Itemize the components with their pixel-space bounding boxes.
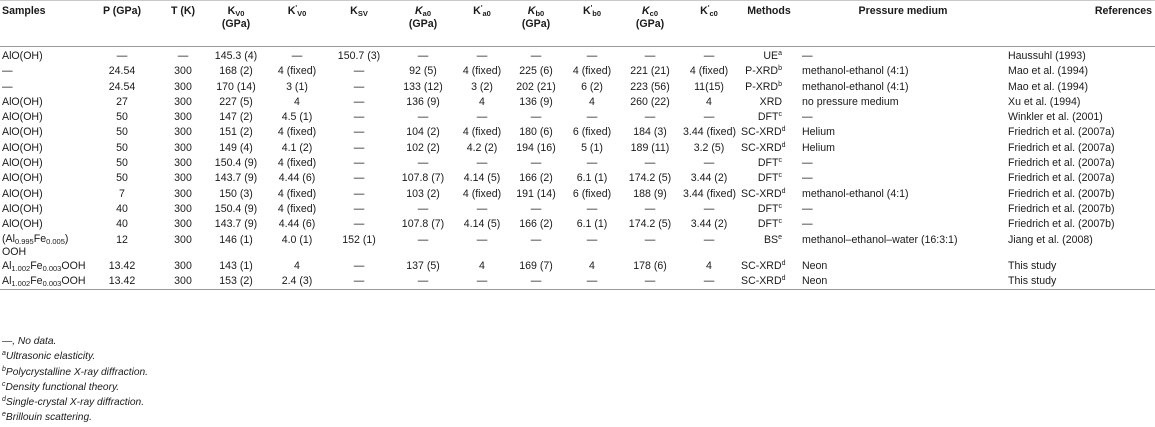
cell-kprime-v0: 4 (fixed) — [277, 126, 317, 139]
cell-ksv: — — [353, 202, 365, 215]
cell-kv0: 143.7 (9) — [214, 172, 258, 185]
cell-kb0: 202 (21) — [516, 80, 556, 93]
cell-t: 300 — [174, 80, 192, 93]
cell-ksv: 150.7 (3) — [337, 50, 381, 62]
cell-kprime-a0: — — [476, 50, 488, 62]
cell-kprime-c0: — — [703, 50, 715, 62]
cell-kprime-c0: 4 — [706, 259, 712, 272]
cell-kv0: 168 (2) — [219, 65, 253, 78]
table-header-row — [0, 1, 1155, 47]
cell-ksv: — — [353, 111, 365, 124]
header-pressure: P (GPa) — [84, 1, 160, 47]
cell-sample: AlO(OH) — [2, 111, 43, 124]
cell-p: 50 — [116, 126, 128, 139]
table-row — [0, 64, 1155, 79]
cell-medium: methanol-ethanol (4:1) — [802, 80, 909, 93]
cell-kprime-a0: — — [456, 274, 508, 290]
cell-kv0: 147 (2) — [219, 111, 253, 124]
cell-ka0: 137 (5) — [406, 259, 440, 272]
cell-kprime-v0: 4.0 (1) — [281, 233, 313, 246]
cell-ksv: — — [353, 80, 365, 93]
cell-ksv: — — [353, 172, 365, 185]
cell-kv0: 153 (2) — [206, 274, 266, 290]
cell-kc0: 174.2 (5) — [628, 218, 672, 231]
cell-sample: $Al_{1.002}Fe_{0.003}OOH$ — [2, 259, 86, 273]
cell-medium: — — [802, 50, 813, 62]
table-row — [0, 274, 1155, 290]
cell-ka0: 102 (2) — [406, 141, 440, 154]
cell-kprime-b0: 5 (1) — [581, 141, 603, 154]
cell-medium: — — [802, 218, 813, 231]
cell-ka0: — — [417, 157, 429, 170]
cell-ka0: — — [417, 233, 429, 246]
table-row — [0, 80, 1155, 95]
cell-kprime-b0: 6 (fixed) — [572, 187, 612, 200]
header-kv0: $K_{V0}$ (GPa) — [206, 1, 266, 47]
cell-t: 300 — [174, 95, 192, 108]
cell-method: DFT$^c$ — [757, 111, 782, 124]
cell-reference: Friedrich et al. (2007a) — [1008, 141, 1115, 154]
cell-kprime-c0: — — [703, 111, 715, 124]
footnote: —, No data. — [2, 336, 57, 347]
cell-sample: AlO(OH) — [2, 126, 43, 139]
cell-sample: $Al_{1.002}Fe_{0.003}OOH$ — [2, 274, 86, 288]
cell-kv0: 145.3 (4) — [214, 50, 258, 62]
cell-kprime-b0: — — [564, 274, 620, 290]
footnote: $^e$Brillouin scattering. — [2, 411, 92, 424]
cell-kprime-v0: 4 (fixed) — [277, 157, 317, 170]
table-row — [0, 187, 1155, 202]
cell-kprime-a0: — — [476, 233, 488, 246]
cell-medium: no pressure medium — [802, 95, 899, 108]
header-kprime-a0: $K'_{a0}$ — [456, 1, 508, 47]
cell-kc0: 223 (56) — [630, 80, 670, 93]
cell-kb0: — — [530, 202, 542, 215]
cell-kprime-c0: 4 — [706, 95, 712, 108]
cell-p: 24.54 — [108, 80, 136, 93]
cell-kv0: 149 (4) — [219, 141, 253, 154]
footnote: $^b$Polycrystalline X-ray diffraction. — [2, 365, 149, 378]
cell-t: 300 — [174, 187, 192, 200]
cell-reference: Haussuhl (1993) — [1008, 50, 1086, 62]
cell-medium: — — [802, 202, 813, 215]
cell-ksv: — — [328, 274, 390, 290]
cell-kprime-b0: 6 (2) — [581, 80, 603, 93]
cell-t: 300 — [174, 233, 192, 246]
cell-medium: — — [802, 111, 813, 124]
cell-method: P-XRD$^b$ — [745, 65, 782, 78]
cell-kprime-a0: 4.2 (2) — [466, 141, 498, 154]
cell-kb0: 194 (16) — [516, 141, 556, 154]
cell-kprime-b0: — — [586, 157, 598, 170]
cell-kprime-b0: 4 — [589, 259, 595, 272]
cell-method: DFT$^c$ — [757, 218, 782, 231]
footnote: $^a$Ultrasonic elasticity. — [2, 350, 96, 363]
cell-method: SC-XRD$^d$ — [741, 187, 786, 200]
cell-kprime-c0: 3.44 (fixed) — [683, 126, 736, 139]
cell-kc0: 178 (6) — [633, 259, 667, 272]
cell-sample: AlO(OH) — [2, 187, 43, 200]
cell-kprime-b0: 6.1 (1) — [576, 172, 608, 185]
cell-kb0: 166 (2) — [519, 172, 553, 185]
header-temperature: T (K) — [160, 1, 206, 47]
cell-t: 300 — [174, 259, 192, 272]
table-footnotes — [2, 334, 148, 426]
cell-ka0: 107.8 (7) — [401, 172, 445, 185]
cell-kprime-a0: 4 — [479, 95, 485, 108]
cell-ksv: — — [353, 141, 365, 154]
cell-reference: Friedrich et al. (2007a) — [1008, 172, 1115, 185]
cell-ka0: 103 (2) — [406, 187, 440, 200]
cell-kc0: 188 (9) — [633, 187, 667, 200]
cell-ka0: 104 (2) — [406, 126, 440, 139]
cell-reference: This study — [1008, 259, 1057, 272]
cell-kprime-v0: 4.44 (6) — [278, 218, 316, 231]
cell-p: 50 — [116, 141, 128, 154]
cell-ka0: 92 (5) — [409, 65, 437, 78]
cell-kprime-c0: 3.44 (2) — [690, 218, 728, 231]
cell-medium: Neon — [802, 259, 828, 272]
cell-p: 50 — [116, 172, 128, 185]
cell-kprime-a0: 4 — [479, 259, 485, 272]
cell-kprime-c0: — — [703, 202, 715, 215]
cell-medium: — — [802, 157, 813, 170]
cell-p: 24.54 — [108, 65, 136, 78]
cell-reference: Friedrich et al. (2007b) — [1008, 187, 1115, 200]
cell-kprime-v0: 4 (fixed) — [277, 187, 317, 200]
cell-kprime-a0: 4 (fixed) — [462, 65, 502, 78]
cell-kprime-c0: — — [703, 157, 715, 170]
cell-method: DFT$^c$ — [757, 172, 782, 185]
cell-p: 40 — [116, 202, 128, 215]
cell-ka0: 107.8 (7) — [401, 218, 445, 231]
cell-medium: methanol-ethanol (4:1) — [802, 65, 909, 78]
cell-ka0: 133 (12) — [403, 80, 443, 93]
cell-kv0: 150.4 (9) — [214, 157, 258, 170]
cell-reference: This study — [1006, 274, 1155, 290]
header-ka0: $K_{a0}$ (GPa) — [390, 1, 456, 47]
cell-kc0: 184 (3) — [633, 126, 667, 139]
cell-kprime-b0: — — [586, 233, 598, 246]
cell-kb0: — — [530, 233, 542, 246]
cell-kprime-a0: — — [476, 111, 488, 124]
cell-kprime-c0: 3.2 (5) — [693, 141, 725, 154]
table-row — [0, 217, 1155, 232]
cell-p: 40 — [116, 218, 128, 231]
table-row — [0, 171, 1155, 186]
cell-kc0: — — [620, 274, 680, 290]
cell-kprime-b0: 4 — [589, 95, 595, 108]
cell-p: 27 — [116, 95, 128, 108]
cell-method: XRD — [759, 95, 782, 108]
cell-medium: methanol-ethanol (4:1) — [802, 187, 909, 200]
cell-medium: Neon — [800, 274, 1006, 290]
cell-method: P-XRD$^b$ — [745, 80, 782, 93]
cell-kprime-v0: — — [291, 50, 303, 62]
cell-kv0: 150 (3) — [219, 187, 253, 200]
cell-sample: AlO(OH) — [2, 95, 43, 108]
cell-medium: Helium — [802, 141, 835, 154]
cell-method: $BS^e$ — [763, 233, 782, 246]
cell-kprime-v0: 4 (fixed) — [277, 65, 317, 78]
cell-kprime-c0: — — [680, 274, 738, 290]
cell-p: 13.42 — [84, 274, 160, 290]
table-row — [0, 95, 1155, 110]
cell-ka0: — — [417, 50, 429, 62]
cell-reference: Jiang et al. (2008) — [1008, 233, 1093, 246]
cell-kprime-c0: 3.44 (fixed) — [683, 187, 736, 200]
cell-reference: Friedrich et al. (2007b) — [1008, 218, 1115, 231]
footnote: $^d$Single-crystal X-ray diffraction. — [2, 396, 145, 409]
cell-reference: Mao et al. (1994) — [1008, 65, 1089, 78]
cell-kprime-a0: 4.14 (5) — [463, 218, 501, 231]
cell-kprime-b0: 6 (fixed) — [572, 126, 612, 139]
cell-kc0: — — [644, 157, 656, 170]
cell-reference: Winkler et al. (2001) — [1008, 111, 1103, 124]
cell-kc0: 189 (11) — [630, 141, 670, 154]
table-row — [0, 156, 1155, 171]
cell-kprime-v0: 2.4 (3) — [266, 274, 328, 290]
cell-kb0: — — [530, 111, 542, 124]
cell-p: 12 — [116, 233, 128, 246]
cell-p: 13.42 — [108, 259, 136, 272]
cell-medium: — — [802, 172, 813, 185]
cell-p: — — [116, 50, 128, 62]
cell-kc0: — — [644, 202, 656, 215]
cell-sample: AlO(OH) — [2, 202, 43, 215]
cell-method: $UE^a$ — [763, 50, 782, 62]
cell-kc0: — — [644, 50, 656, 62]
header-references: References — [1006, 1, 1155, 47]
cell-sample: $(Al_{0.995}Fe_{0.005})$ OOH — [2, 232, 69, 258]
cell-sample: — — [2, 80, 13, 93]
cell-kprime-c0: 3.44 (2) — [690, 172, 728, 185]
cell-sample: — — [2, 65, 13, 78]
cell-t: 300 — [174, 126, 192, 139]
cell-kb0: 169 (7) — [519, 259, 553, 272]
cell-medium: Helium — [802, 126, 835, 139]
cell-p: 7 — [119, 187, 125, 200]
cell-reference: Friedrich et al. (2007a) — [1008, 157, 1115, 170]
cell-t: 300 — [174, 218, 192, 231]
cell-sample: AlO(OH) — [2, 172, 43, 185]
header-kprime-c0: $K'_{c0}$ — [680, 1, 738, 47]
header-samples: Samples — [0, 1, 84, 47]
cell-method: DFT$^c$ — [757, 157, 782, 170]
table-row — [0, 202, 1155, 217]
header-pressure-medium: Pressure medium — [800, 1, 1006, 47]
cell-ksv: — — [353, 218, 365, 231]
footnote: $^c$Density functional theory. — [2, 380, 120, 393]
cell-ka0: — — [390, 274, 456, 290]
cell-kprime-b0: 4 (fixed) — [572, 65, 612, 78]
cell-reference: Friedrich et al. (2007b) — [1008, 202, 1115, 215]
cell-method: SC-XRD$^d$ — [741, 141, 786, 154]
cell-kv0: 151 (2) — [219, 126, 253, 139]
cell-reference: Friedrich et al. (2007a) — [1008, 126, 1115, 139]
cell-sample: AlO(OH) — [2, 218, 43, 231]
cell-t: 300 — [174, 111, 192, 124]
cell-kprime-v0: 4.1 (2) — [281, 141, 313, 154]
table-row — [0, 141, 1155, 156]
cell-t: 300 — [174, 172, 192, 185]
header-kb0: $K_{b0}$ (GPa) — [508, 1, 564, 47]
cell-medium: methanol–ethanol–water (16:3:1) — [802, 233, 958, 246]
cell-kprime-v0: 4 — [294, 95, 300, 108]
table-row — [0, 47, 1155, 65]
cell-kprime-a0: 3 (2) — [471, 80, 493, 93]
cell-kv0: 143 (1) — [219, 259, 253, 272]
cell-kv0: 143.7 (9) — [214, 218, 258, 231]
cell-kb0: — — [508, 274, 564, 290]
cell-p: 50 — [116, 111, 128, 124]
cell-kc0: 174.2 (5) — [628, 172, 672, 185]
cell-method: SC-XRD$^d$ — [741, 259, 786, 272]
cell-sample: AlO(OH) — [2, 157, 43, 170]
cell-ka0: — — [417, 111, 429, 124]
cell-kprime-b0: — — [586, 111, 598, 124]
header-ksv: $K_{SV}$ — [328, 1, 390, 47]
cell-kprime-v0: 3 (1) — [286, 80, 308, 93]
cell-kprime-b0: — — [586, 50, 598, 62]
cell-kc0: 260 (22) — [630, 95, 670, 108]
cell-kv0: 146 (1) — [219, 233, 253, 246]
cell-kprime-v0: 4 — [294, 259, 300, 272]
cell-sample: AlO(OH) — [2, 50, 43, 62]
cell-kc0: — — [644, 233, 656, 246]
cell-t: 300 — [174, 65, 192, 78]
cell-ksv: — — [353, 259, 365, 272]
cell-kb0: 191 (14) — [516, 187, 556, 200]
cell-kb0: 180 (6) — [519, 126, 553, 139]
cell-method: SC-XRD$^d$ — [738, 274, 800, 290]
cell-kprime-c0: 4 (fixed) — [689, 65, 729, 78]
cell-ksv: — — [353, 187, 365, 200]
cell-ksv: — — [353, 126, 365, 139]
cell-kc0: 221 (21) — [630, 65, 670, 78]
cell-t: 300 — [174, 202, 192, 215]
cell-kprime-a0: 4 (fixed) — [462, 187, 502, 200]
cell-kc0: — — [644, 111, 656, 124]
cell-ka0: — — [417, 202, 429, 215]
header-kprime-v0: $K'_{V0}$ — [266, 1, 328, 47]
cell-kprime-b0: 6.1 (1) — [576, 218, 608, 231]
table-row — [0, 110, 1155, 125]
cell-kprime-b0: — — [586, 202, 598, 215]
cell-kprime-a0: 4.14 (5) — [463, 172, 501, 185]
cell-ksv: — — [353, 95, 365, 108]
table-row — [0, 259, 1155, 274]
cell-kb0: 136 (9) — [519, 95, 553, 108]
cell-method: DFT$^c$ — [757, 202, 782, 215]
cell-t: 300 — [160, 274, 206, 290]
cell-reference: Xu et al. (1994) — [1008, 95, 1081, 108]
cell-sample: AlO(OH) — [2, 141, 43, 154]
cell-kprime-c0: 11(15) — [694, 80, 724, 93]
cell-kb0: — — [530, 50, 542, 62]
header-kc0: $K_{c0}$ (GPa) — [620, 1, 680, 47]
cell-kprime-a0: — — [476, 157, 488, 170]
cell-kb0: 225 (6) — [519, 65, 553, 78]
header-kprime-b0: $K'_{b0}$ — [564, 1, 620, 47]
cell-kprime-v0: 4 (fixed) — [277, 202, 317, 215]
cell-kv0: 227 (5) — [219, 95, 253, 108]
cell-ksv: — — [353, 157, 365, 170]
table-row — [0, 233, 1155, 259]
cell-t: — — [177, 50, 189, 62]
cell-p: 50 — [116, 157, 128, 170]
cell-kv0: 150.4 (9) — [214, 202, 258, 215]
cell-t: 300 — [174, 141, 192, 154]
cell-kprime-c0: — — [703, 233, 715, 246]
cell-kprime-a0: — — [476, 202, 488, 215]
cell-ka0: 136 (9) — [406, 95, 440, 108]
cell-t: 300 — [174, 157, 192, 170]
cell-kv0: 170 (14) — [216, 80, 256, 93]
cell-ksv: 152 (1) — [342, 233, 376, 246]
cell-kprime-v0: 4.5 (1) — [281, 111, 313, 124]
cell-kb0: 166 (2) — [519, 218, 553, 231]
cell-reference: Mao et al. (1994) — [1008, 80, 1089, 93]
cell-kprime-a0: 4 (fixed) — [462, 126, 502, 139]
cell-kprime-v0: 4.44 (6) — [278, 172, 316, 185]
cell-method: SC-XRD$^d$ — [741, 126, 786, 139]
header-methods: Methods — [738, 1, 800, 47]
cell-ksv: — — [353, 65, 365, 78]
table-row — [0, 125, 1155, 140]
cell-kb0: — — [530, 157, 542, 170]
